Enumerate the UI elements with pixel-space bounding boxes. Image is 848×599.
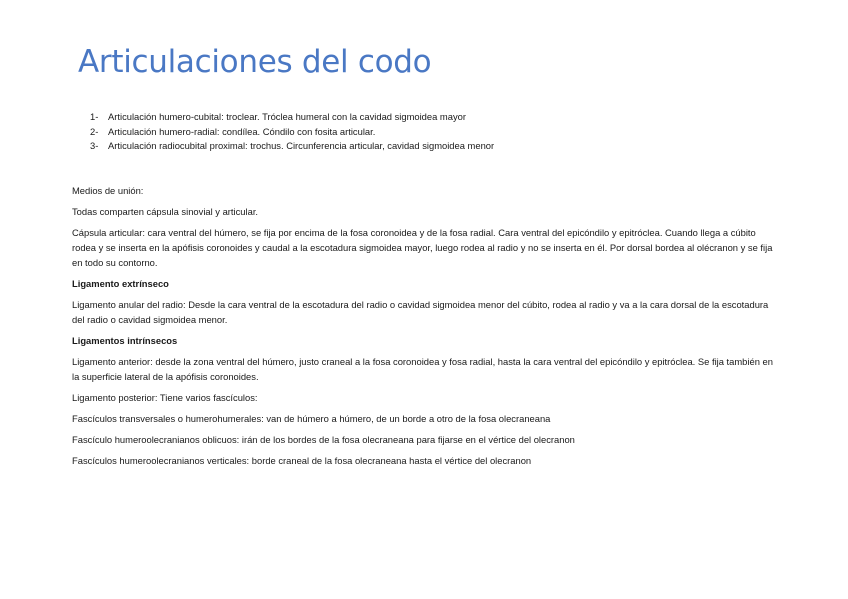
list-item: [90, 125, 494, 140]
document-body: [72, 183, 782, 474]
heading-extrinseco: Ligamento extrínseco: [72, 278, 169, 289]
list-item-number: 1-: [90, 111, 99, 122]
fasciculos-verticales-paragraph: Fascículos humeroolecranianos verticales: borde craneal de la fosa olecraneana hasta el vértice del olecranon: [72, 455, 532, 466]
list-item-number: 2-: [90, 125, 99, 137]
fasciculos-transversales-paragraph: Fascículos transversales o humerohumerales: van de húmero a húmero, de un borde a otro de la fosa olecraneana: [72, 413, 551, 424]
articulation-list: [90, 110, 494, 154]
list-item-text: Articulación radiocubital proximal: trochus. Circunferencia articular, cavidad sigmoidea menor: [108, 140, 495, 151]
list-item-text: Articulación humero-cubital: troclear. Tróclea humeral con la cavidad sigmoidea mayor: [108, 111, 466, 122]
ligamento-anterior-paragraph: Ligamento anterior: desde la zona ventral del húmero, justo craneal a la fosa coronoidea y fosa radial, hasta la cara ventral del epicóndilo y epitróclea. Se fija también en la superficie lateral de la apófisis coronoides.: [72, 356, 773, 382]
ligamento-anular-paragraph: Ligamento anular del radio: Desde la cara ventral de la escotadura del radio o cavidad sigmoidea menor del cúbito, rodea al radio y va a la cara dorsal de la escotadura del radio o cavidad sigmoidea menor.: [72, 299, 769, 325]
page-title: Articulaciones del codo: [78, 44, 432, 80]
capsula-common-paragraph: Todas comparten cápsula sinovial y articular.: [72, 206, 259, 217]
capsula-articular-paragraph: Cápsula articular: cara ventral del húmero, se fija por encima de la fosa coronoidea y de la fosa radial. Cara ventral del epicóndilo y epitróclea. Cuando llega a cúbito rodea y se inserta en la apófisis coronoides y caudal a la escotadura sigmoidea mayor, luego rodea al radio y no se inserta en él. Por dorsal bordea al olécranon y se fija en todo su contorno.: [72, 227, 773, 268]
list-item-text: Articulación humero-radial: condílea. Cóndilo con fosita articular.: [108, 125, 376, 137]
list-item-number: 3-: [90, 140, 99, 151]
medios-label: Medios de unión:: [72, 185, 144, 196]
fasciculo-oblicuos-paragraph: Fascículo humeroolecranianos oblicuos: irán de los bordes de la fosa olecraneana para fijarse en el vértice del olecranon: [72, 434, 575, 445]
list-item: [90, 110, 494, 125]
ligamento-posterior-paragraph: Ligamento posterior: Tiene varios fascículos:: [72, 392, 258, 403]
list-item: [90, 139, 494, 154]
heading-intrinsecos: Ligamentos intrínsecos: [72, 335, 178, 346]
